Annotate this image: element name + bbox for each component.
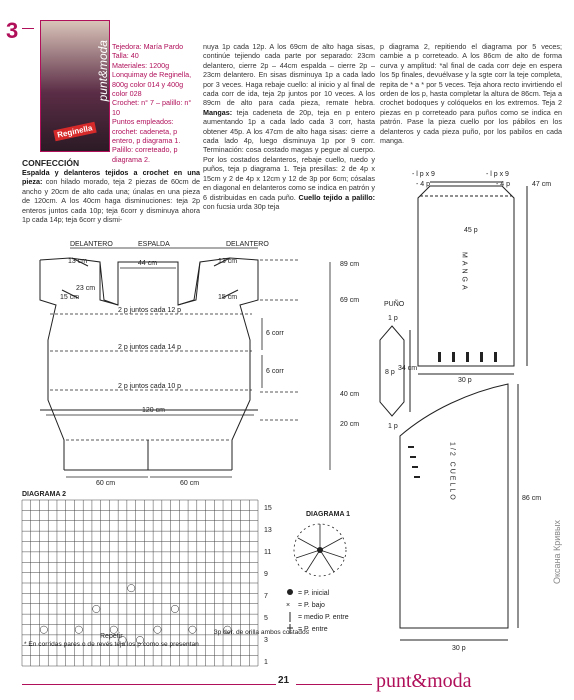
manga-lp-left: - l p x 9	[412, 171, 435, 178]
manga-label: MANGA	[460, 252, 468, 293]
row-label-9: 9	[264, 571, 268, 578]
body-dimension-lines	[46, 248, 330, 477]
row-label-11: 11	[264, 549, 272, 556]
dim-23: 23 cm	[76, 285, 96, 292]
puntos: Puntos empleados: crochet: cadeneta, p entero, p diagrama 1. Palillo: correteado, p diagrama 2.	[112, 117, 181, 164]
puno-8p: 8 p	[385, 369, 395, 376]
diagrama2-title: DIAGRAMA 2	[22, 491, 67, 498]
juntos-14: 2 p juntos cada 14 p	[118, 344, 182, 351]
espalda-label: ESPALDA	[138, 241, 170, 248]
manga-45p: 45 p	[464, 227, 478, 234]
cuello-text: con fucsia urda 30p teja	[203, 201, 280, 211]
width-60-left: 60 cm	[96, 480, 116, 487]
legend-medio: = medio P. entre	[298, 614, 349, 621]
materiales: Materiales: 1200g Lonquimay de Reginella, 800g color 014 y 400g color 028	[112, 60, 192, 99]
width-44: 44 cm	[138, 260, 158, 267]
corr-6-a: 6 corr	[266, 330, 284, 337]
manga-47cm: 47 cm	[532, 181, 552, 188]
dim-15-right: 15 cm	[218, 294, 238, 301]
delantero-right-label: DELANTERO	[226, 241, 269, 248]
row-label-13: 13	[264, 527, 272, 534]
corr-6-b: 6 corr	[266, 368, 284, 375]
width-60-right: 60 cm	[180, 480, 200, 487]
diagrama2-footnote: * En corridas pares o de revés teja los p como se presentan	[24, 641, 199, 648]
cuello-heading: Cuello tejido a palillo:	[298, 192, 375, 202]
puno-1p-bottom: 1 p	[388, 423, 398, 430]
cuello-diagram	[400, 384, 518, 640]
body-diagram	[40, 258, 258, 470]
terminacion-text: Terminación: cosa costado magas y pegue al cuerpo. Por los costados delanteros, rebaje cuello, ruedo y puños, teja p diagrama 1. Teja presillas: 2 de 4p x 15cm y 2 de 4p x 12cm y 12 de 3p por 6cm; cósalas en diagonal en delanteros como se indica en patrón y 6 distribuidas en cada puño.	[203, 145, 375, 202]
dim-13-right: 13 cm	[218, 258, 238, 265]
diagrama1-title: DIAGRAMA 1	[306, 511, 351, 518]
manga-34cm: 34 cm	[398, 365, 418, 372]
juntos-10: 2 p juntos cada 10 p	[118, 383, 182, 390]
manga-cuffs	[438, 352, 497, 362]
cuello-label: 1/2 CUELLO	[448, 442, 456, 502]
row-label-15: 15	[264, 505, 272, 512]
orilla-label: 3p der. de orilla ambos costados	[214, 629, 309, 636]
height-69: 69 cm	[340, 297, 360, 304]
puno-1p-top: 1 p	[388, 315, 398, 322]
col3-text: p diagrama 2, repitiendo el diagrama por 5 veces; cambie a p correteado. A los 86cm de alto de forma curva y amplitud: *al final de cada corr deje en espera los 5p finales, devuélvase y la sgte corr la teje completa, repita de * a * por 5 veces. Teja ahora recto invirtiendo el orden de los p, hasta completar la altura de 86cm. Teja a crochet bodoques y colóquelos en los extremos. Teja 2 piezas en p correteado para puños como se indica en patrón. Pase la pieza cuello por los pábilos en los delanteros y cada pieza puño, por los pabilos en cada manga.	[380, 42, 562, 146]
espalda-heading: Espalda y delanteros tejidos a crochet en una pieza:	[22, 168, 200, 187]
manga-diagram	[418, 182, 527, 374]
footer-brand: punt&moda	[376, 670, 472, 692]
cuello-ticks	[408, 446, 420, 478]
tejedora: Tejedora: María Pardo	[112, 42, 184, 51]
width-120: 120 cm	[142, 407, 165, 414]
repetir-label: Repetir	[100, 633, 123, 640]
row-label-7: 7	[264, 593, 268, 600]
dim-13-left: 13 cm	[68, 258, 88, 265]
height-89: 89 cm	[340, 261, 360, 268]
height-40: 40 cm	[340, 391, 360, 398]
manga-30p: 30 p	[458, 377, 472, 384]
col2-text-a: nuya 1p cada 12p. A los 69cm de alto haga sisas, continúe tejiendo cada parte por separado: 23cm delantero, cierre 2p – 44cm espalda – cierre 2p – 23cm delantero. En sisas disminuya 1p a cada lado por 3 veces. Haga rebaje cuello: al inicio y al final de cada corr de ida, teja 2p juntos por 10 veces. A los 89cm de alto para cada pieza, remate hebra.	[203, 42, 375, 108]
juntos-12: 2 p juntos cada 12 p	[118, 307, 182, 314]
row-label-5: 5	[264, 615, 268, 622]
mangas-text: teja cadeneta de 20p, teja en p entero aumentando 1p a cada lado cada 3 corr, hasta obtener 45p. A los 47cm de alto haga sisas: cierre a cada lado 4p, luego disminuya 1p por 9 corr.	[203, 107, 375, 146]
row-label-1: 1	[264, 659, 268, 666]
mangas-heading: Mangas:	[203, 107, 233, 117]
dim-15-left: 15 cm	[60, 294, 80, 301]
page-number: 21	[278, 675, 290, 686]
yarn-logo: Reginella	[53, 122, 96, 141]
puno-title: PUÑO	[384, 301, 405, 308]
cuello-86cm: 86 cm	[522, 495, 542, 502]
espalda-text: con hilado morado, teja 2 piezas de 60cm de ancho y 20cm de alto cada una; únalas en una pieza de 120cm. A los 40cm haga disminuciones: teja 2p enteros juntos cada 10p; teja 6corr y disminuya ahora 1p cada 14p; teja 6corr y dismi-	[22, 177, 201, 225]
manga-4p-left: - 4 p	[416, 181, 431, 188]
brand-vertical-label: punt&moda	[96, 40, 110, 102]
confeccion-title: CONFECCIÓN	[22, 158, 80, 168]
row-label-3: 3	[264, 637, 268, 644]
legend-inicial: = P. inicial	[298, 590, 330, 597]
watermark: Оксана Кривых	[552, 520, 562, 585]
manga-4p-right: - 4 p	[496, 181, 511, 188]
footer-rule-right	[296, 684, 372, 685]
legend	[286, 589, 349, 634]
height-20: 20 cm	[340, 421, 360, 428]
diagrama1-center	[317, 547, 323, 553]
legend-x: ×	[286, 602, 291, 609]
delantero-left-label: DELANTERO	[70, 241, 113, 248]
crochet-size: Crochet: n° 7 – palillo: n° 10	[112, 98, 192, 117]
legend-bajo: = P. bajo	[298, 602, 325, 609]
talla: Talla: 40	[112, 51, 139, 61]
cuello-30p: 30 p	[452, 645, 466, 652]
pattern-number: 3	[6, 18, 19, 43]
footer-rule-left	[22, 684, 276, 685]
manga-lp-right: - l p x 9	[486, 171, 509, 178]
legend-entre: = P. entre	[298, 626, 328, 633]
